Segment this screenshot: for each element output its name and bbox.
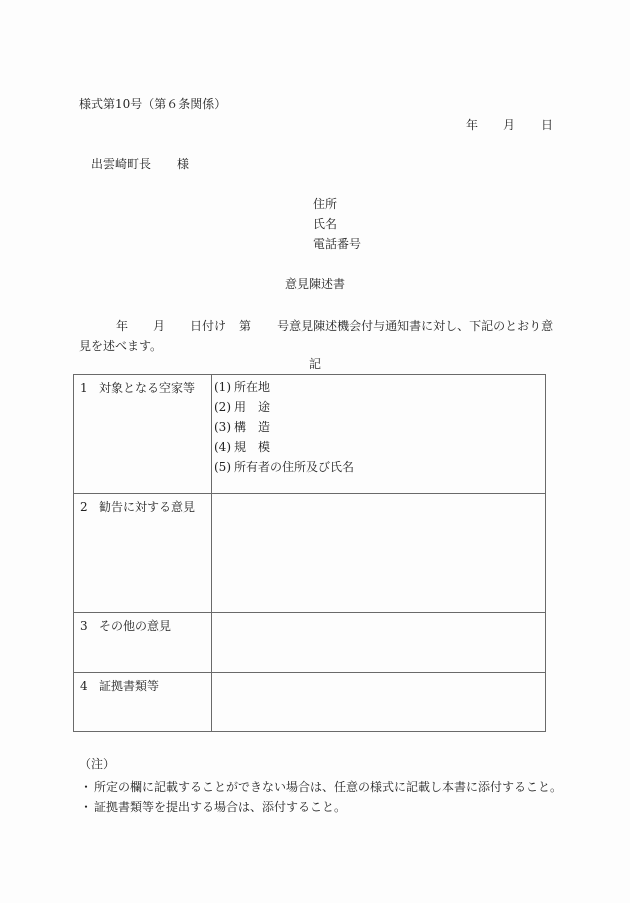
body-line-1 [79, 320, 553, 332]
row-label-text: 証拠書類等 [99, 679, 160, 693]
form-number: 様式第10号（第６条関係） [79, 97, 227, 111]
body-year: 年 [116, 319, 129, 333]
other-opinion-field[interactable] [212, 613, 546, 673]
sub-item-text: 規 模 [234, 440, 271, 454]
body-month: 月 [153, 319, 166, 333]
sub-item [214, 397, 545, 417]
sub-item-text: 用 途 [234, 400, 271, 414]
body-day-dated: 日付け [190, 319, 227, 333]
ki-heading: 記 [309, 357, 322, 371]
row-number: 1 [80, 381, 88, 395]
body-dai: 第 [239, 319, 252, 333]
sub-item [214, 437, 545, 457]
evidence-documents-field[interactable] [212, 673, 546, 732]
sub-item [214, 377, 545, 397]
table-row [74, 613, 546, 673]
row-label [74, 375, 212, 494]
addressee [91, 158, 189, 170]
row-number: 3 [80, 619, 88, 633]
sub-item-text: 所有者の住所及び氏名 [234, 460, 355, 474]
note-item [80, 801, 346, 813]
opinion-form-table [73, 374, 546, 732]
row-label-text: 勧告に対する意見 [99, 500, 196, 514]
date-month-label: 月 [503, 118, 516, 132]
sub-item-text: 所在地 [234, 380, 271, 394]
applicant-phone-label: 電話番号 [313, 237, 362, 251]
sub-item-number: (1) [214, 380, 231, 394]
notes-heading: （注） [79, 757, 116, 771]
sub-item-number: (3) [214, 420, 231, 434]
opinion-on-recommendation-field[interactable] [212, 494, 546, 613]
row-number: 2 [80, 500, 88, 514]
bullet-icon: ・ [80, 780, 93, 794]
body-line1-rest: 号意見陳述機会付与通知書に対し、下記のとおり意 [277, 319, 554, 333]
table-row [74, 673, 546, 732]
date-day-label: 日 [541, 118, 554, 132]
body-line-2: 見を述べます。 [79, 339, 163, 353]
bullet-icon: ・ [80, 800, 93, 814]
row-label [74, 613, 212, 673]
row-label-text: 対象となる空家等 [99, 381, 196, 395]
row-label [74, 673, 212, 732]
sub-item-text: 構 造 [234, 420, 271, 434]
document-title: 意見陳述書 [285, 277, 346, 291]
note-text: 証拠書類等を提出する場合は、添付すること。 [94, 800, 347, 814]
sub-item-number: (4) [214, 440, 231, 454]
row-number: 4 [80, 679, 88, 693]
addressee-name: 出雲崎町長 [91, 157, 152, 171]
row-label [74, 494, 212, 613]
date-year-label: 年 [466, 118, 479, 132]
addressee-honorific: 様 [177, 157, 190, 171]
sub-item [214, 457, 545, 477]
applicant-name-label: 氏名 [313, 217, 338, 231]
sub-item-number: (5) [214, 460, 231, 474]
note-text: 所定の欄に記載することができない場合は、任意の様式に記載し本書に添付すること。 [94, 780, 563, 794]
applicant-address-label: 住所 [313, 197, 338, 211]
table-row [74, 375, 546, 494]
sub-item-number: (2) [214, 400, 231, 414]
sub-item [214, 417, 545, 437]
target-property-field[interactable] [212, 375, 546, 494]
table-row [74, 494, 546, 613]
note-item [80, 781, 562, 793]
row-label-text: その他の意見 [99, 619, 172, 633]
